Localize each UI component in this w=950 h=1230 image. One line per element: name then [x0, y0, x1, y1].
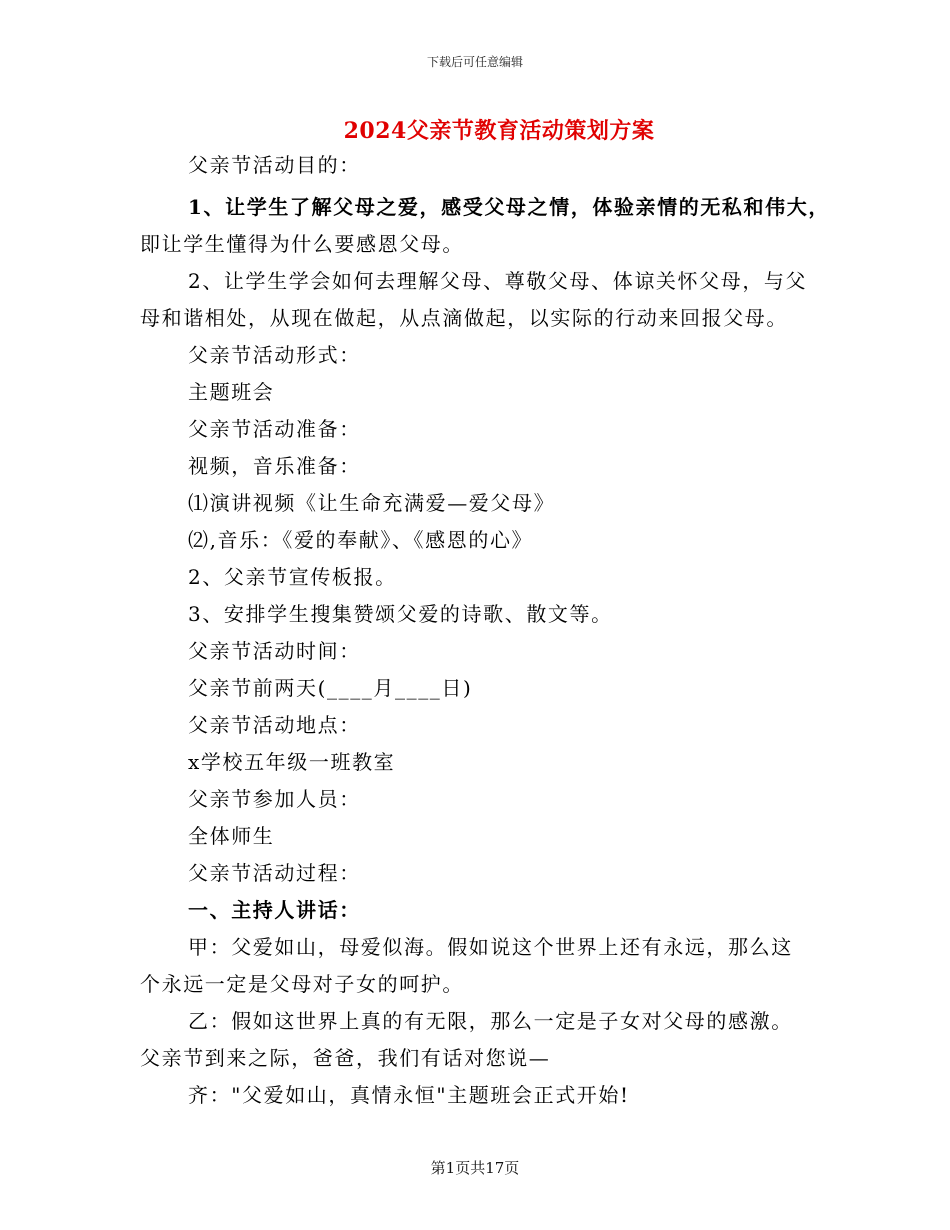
section-label: 父亲节活动地点： — [188, 713, 361, 737]
dialogue-line: 甲：父爱如山，母爱似海。假如说这个世界上还有永远，那么这 — [188, 935, 793, 959]
paragraph-line: 即让学生懂得为什么要感恩父母。 — [140, 232, 464, 256]
paragraph-line: 1、让学生了解父母之爱，感受父母之情，体验亲情的无私和伟大， — [188, 195, 830, 219]
paragraph-line: 主题班会 — [188, 380, 275, 404]
list-item: 3、安排学生搜集赞颂父爱的诗歌、散文等。 — [188, 602, 613, 626]
paragraph-line: x学校五年级一班教室 — [188, 750, 396, 774]
paragraph-line: 2、让学生学会如何去理解父母、尊敬父母、体谅关怀父母，与父 — [188, 269, 808, 293]
list-item: 2、父亲节宣传板报。 — [188, 565, 397, 589]
list-item: ⑵,音乐：《爱的奉献》、《感恩的心》 — [188, 528, 534, 552]
paragraph-line: 父亲节前两天(____月____日) — [188, 676, 473, 700]
paragraph-line: 母和谐相处，从现在做起，从点滴做起，以实际的行动来回报父母。 — [140, 306, 788, 330]
section-label: 父亲节活动形式： — [188, 343, 361, 367]
section-label: 父亲节参加人员： — [188, 787, 361, 811]
paragraph-line: 视频，音乐准备： — [188, 454, 361, 478]
document-title: 2024父亲节教育活动策划方案 — [343, 118, 655, 144]
section-label: 父亲节活动过程： — [188, 861, 361, 885]
dialogue-line: 个永远一定是父母对子女的呵护。 — [140, 972, 464, 996]
paragraph-line: 父亲节活动目的： — [188, 153, 361, 177]
header-note: 下载后可任意编辑 — [426, 55, 523, 69]
page-footer: 第1页共17页 — [430, 1159, 520, 1177]
dialogue-line: 齐："父爱如山，真情永恒"主题班会正式开始! — [188, 1083, 630, 1107]
section-label: 父亲节活动准备： — [188, 417, 361, 441]
dialogue-line: 父亲节到来之际，爸爸，我们有话对您说— — [140, 1046, 551, 1070]
dialogue-line: 乙：假如这世界上真的有无限，那么一定是子女对父母的感激。 — [188, 1009, 793, 1033]
list-item: ⑴演讲视频《让生命充满爱—爱父母》 — [188, 491, 556, 515]
section-label: 父亲节活动时间： — [188, 639, 361, 663]
section-heading: 一、主持人讲话： — [188, 898, 361, 922]
paragraph-line: 全体师生 — [188, 824, 275, 848]
